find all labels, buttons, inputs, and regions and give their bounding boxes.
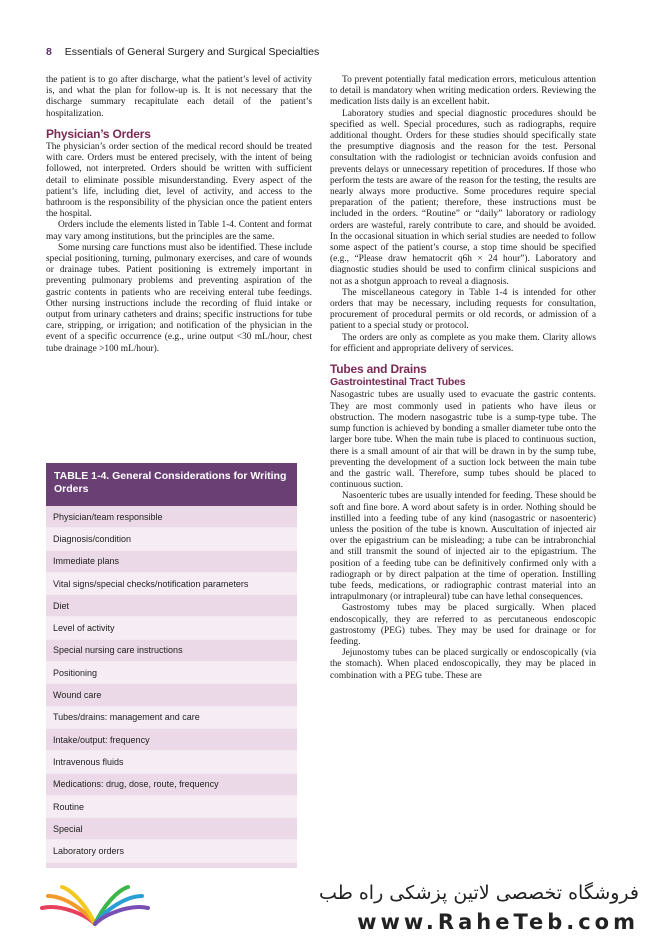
footer-banner (0, 868, 659, 940)
paragraph: The miscellaneous category in Table 1-4 is intended for other orders that may be necessary, including requests for consultation, procurement of procedural permits or old records, or admission of a patient to a special study or protocol. (330, 287, 596, 332)
paragraph: Laboratory studies and special diagnostic procedures should be specified as well. Special procedures, such as radiographs, require additional thought. Orders for these studies should specifically state the presumptive diagnosis and the reason for the test. Personal consultation with the radiologist or technician avoids confusion and prevents delays or unnecessary repetition of procedures. If those who perform the tests are aware of the reason for the testing, the results are nearly always more productive. Some procedures require special preparation of the patient; therefore, these instructions must be included in the orders. “Routine” or “daily” laboratory or radiology orders are wasteful, rarely contribute to care, and should be avoided. In the occasional situation in which serial studies are needed to follow some aspect of the patient’s course, a stop time should be specified (e.g., “Please draw hematocrit q6h × 24 hour”). Laboratory and diagnostic studies should be used to confirm clinical suspicions and not as a shotgun approach to reveal a diagnosis. (330, 108, 596, 287)
table-row: Diet (46, 595, 297, 617)
paragraph: To prevent potentially fatal medication errors, meticulous attention to detail is mandatory when writing medication orders. Reviewing the medication lists daily is an excellent habit. (330, 75, 596, 108)
left-column (46, 75, 312, 355)
table-row: Immediate plans (46, 551, 297, 573)
open-book-logo-icon (40, 884, 150, 930)
table-row: Vital signs/special checks/notification parameters (46, 573, 297, 595)
paragraph: The orders are only as complete as you make them. Clarity allows for efficient and appropriate delivery of services. (330, 332, 596, 354)
store-banner-text (319, 882, 639, 934)
table-row: Intravenous fluids (46, 751, 297, 773)
table-row: Intake/output: frequency (46, 729, 297, 751)
table-row: Level of activity (46, 617, 297, 639)
table-row: Physician/team responsible (46, 506, 297, 528)
paragraph: The physician’s order section of the medical record should be treated with care. Orders must be entered precisely, with the intent of being followed, not interpreted. Orders should be written with sufficient detail to eliminate possible misunderstanding. Every aspect of the patient’s life, including diet, level of activity, and access to the bathroom is the responsibility of the physician once the patient enters the hospital. (46, 142, 312, 220)
table-title: TABLE 1-4. General Considerations for Writing Orders (46, 463, 297, 506)
table-row: Wound care (46, 684, 297, 706)
store-url[interactable]: www.RaheTeb.com (357, 910, 639, 934)
table-row: Diagnosis/condition (46, 528, 297, 550)
table-body (46, 506, 297, 907)
table-row: Laboratory orders (46, 840, 297, 862)
heading-gi-tract-tubes: Gastrointestinal Tract Tubes (330, 376, 466, 389)
book-title: Essentials of General Surgery and Surgical Specialties (64, 46, 320, 58)
paragraph: Nasoenteric tubes are usually intended for feeding. These should be soft and fine bore. A word about safety is in order. Nothing should be instilled into a feeding tube of any kind (nasogastric or nasoenteric) unless the position of the tube is known. Auscultation of injected air over the epigastrium can be misleading; a tube can be intrabronchial and still transmit the sound of injected air to the epigastrium. The position of a feeding tube can be definitively confirmed only with a radiograph or by direct palpation at the time of operation. Instilling tube feeds, medications, or radiographic contrast material into an intrapulmonary (or intrapleural) tube can have lethal consequences. (330, 491, 596, 603)
running-header (46, 46, 319, 58)
paragraph: Orders include the elements listed in Table 1-4. Content and format may vary among institutions, but the principles are the same. (46, 220, 312, 242)
store-name: فروشگاه تخصصی لاتین پزشکی راه طب (319, 882, 639, 904)
paragraph: Gastrostomy tubes may be placed surgically. When placed endoscopically, they are referred to as percutaneous endoscopic gastrostomy (PEG) tubes. They may be used for drainage or for feeding. (330, 603, 596, 647)
table-row: Special nursing care instructions (46, 640, 297, 662)
right-column (330, 75, 596, 682)
table-row: Tubes/drains: management and care (46, 707, 297, 729)
table-row: Medications: drug, dose, route, frequency (46, 774, 297, 796)
heading-physicians-orders: Physician’s Orders (46, 126, 151, 141)
table-row: Positioning (46, 662, 297, 684)
table-1-4 (46, 463, 297, 907)
page-number: 8 (46, 46, 52, 58)
heading-tubes-and-drains: Tubes and Drains (330, 362, 427, 377)
paragraph: Jejunostomy tubes can be placed surgically or endoscopically (via the stomach). When placed endoscopically, they may be placed in combination with a PEG tube. These are (330, 648, 596, 681)
paragraph-intro: the patient is to go after discharge, what the patient’s level of activity is, and what the plan for follow-up is. It is not necessary that the discharge summary recapitulate each detail of the patient’s hospitalization. (46, 75, 312, 119)
table-row: Routine (46, 796, 297, 818)
paragraph: Some nursing care functions must also be identified. These include special positioning, turning, pulmonary exercises, and care of wounds or drainage tubes. Patient positioning is extremely important in preventing pulmonary problems and preventing aspiration of the gastric contents in patients who are receiving enteral tube feedings. Other nursing instructions include the recording of fluid intake or output from urinary catheters and drains; specific instructions for tube care, stripping, or irrigation; and notification of the physician in the event of a specific occurrence (e.g., urine output <30 mL/hour, chest tube drainage >100 mL/hour). (46, 242, 312, 354)
paragraph: Nasogastric tubes are usually used to evacuate the gastric contents. They are most commonly used in patients who have ileus or obstruction. The modern nasogastric tube is a sump-type tube. The sump function is achieved by bonding a smaller diameter tube onto the larger bore tube. When the main tube is placed to continuous suction, there is a small amount of air that will be drawn in by the sump tube, preventing the development of a suction lock between the main tube and the gastric wall. Therefore, sump tubes should be placed to continuous suction. (330, 390, 596, 491)
table-row: Special (46, 818, 297, 840)
